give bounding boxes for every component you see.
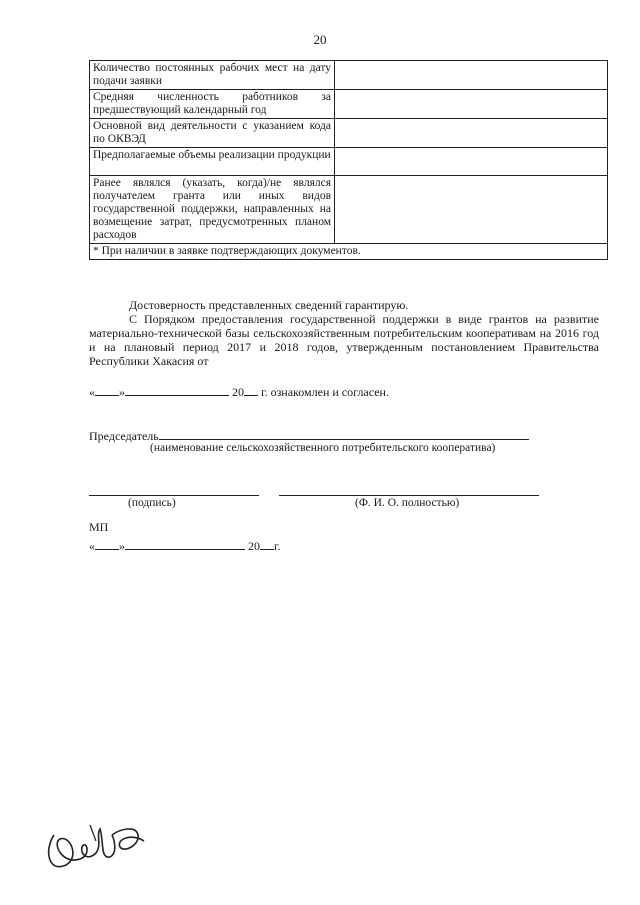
table-row [90,176,608,244]
stamp-label: МП [89,520,109,534]
table-row-value [335,148,608,176]
date-year-prefix: 20 [232,385,244,399]
handwritten-signature [40,795,150,875]
table-row-value [335,176,608,244]
bottom-date-suffix: г. [274,539,281,553]
bottom-date-open-quote: « [89,539,95,553]
full-name-caption: (Ф. И. О. полностью) [355,497,460,509]
bottom-day-blank [95,537,119,550]
signature-blank [89,485,259,496]
agreement-date-line [89,383,389,400]
date-open-quote: « [89,385,95,399]
agreement-text: С Порядком предоставления государственной поддержки в виде грантов на развитие материально-технической базы сельскохозяйственным потребительским кооперативам на 2016 год и на плановый период 2017 и 2018 годов, утвержденным постановлением Правительства Республики Хакасия от [89,312,599,368]
bottom-year-blank [260,537,274,550]
year-blank [244,383,258,396]
day-blank [95,383,119,396]
table-row-value [335,61,608,90]
guarantee-text: Достоверность представленных сведений гарантирую. [129,298,409,312]
table-row-label: Предполагаемые объемы реализации продукции [90,148,335,176]
table-row-value [335,119,608,148]
table-row-value [335,90,608,119]
chairman-caption: (наименование сельскохозяйственного потребительского кооператива) [150,442,496,454]
page-number: 20 [313,32,327,47]
table-footnote-row [90,244,608,260]
chairman-blank [159,427,529,440]
signature-lines [89,485,549,497]
date-close-quote: » [119,385,125,399]
bottom-date-line [89,537,281,554]
chairman-label: Председатель [89,429,159,443]
table-row [90,119,608,148]
month-blank [125,383,229,396]
full-name-blank [279,485,539,496]
table-row-label: Средняя численность работников за предшествующий календарный год [90,90,335,119]
table-row-label: Количество постоянных рабочих мест на дату подачи заявки [90,61,335,90]
bottom-date-close-quote: » [119,539,125,553]
table-footnote: * При наличии в заявке подтверждающих документов. [90,244,608,260]
application-table [89,60,608,260]
bottom-month-blank [125,537,245,550]
table-row-label: Основной вид деятельности с указанием кода по ОКВЭД [90,119,335,148]
signature-caption: (подпись) [128,497,176,509]
table-row [90,148,608,176]
table-row-label: Ранее являлся (указать, когда)/не являлся получателем гранта или иных видов государственной поддержки, направленных на возмещение затрат, предусмотренных планом расходов [90,176,335,244]
date-suffix: г. ознакомлен и согласен. [261,385,389,399]
table-row [90,90,608,119]
table-row [90,61,608,90]
bottom-year-prefix: 20 [248,539,260,553]
